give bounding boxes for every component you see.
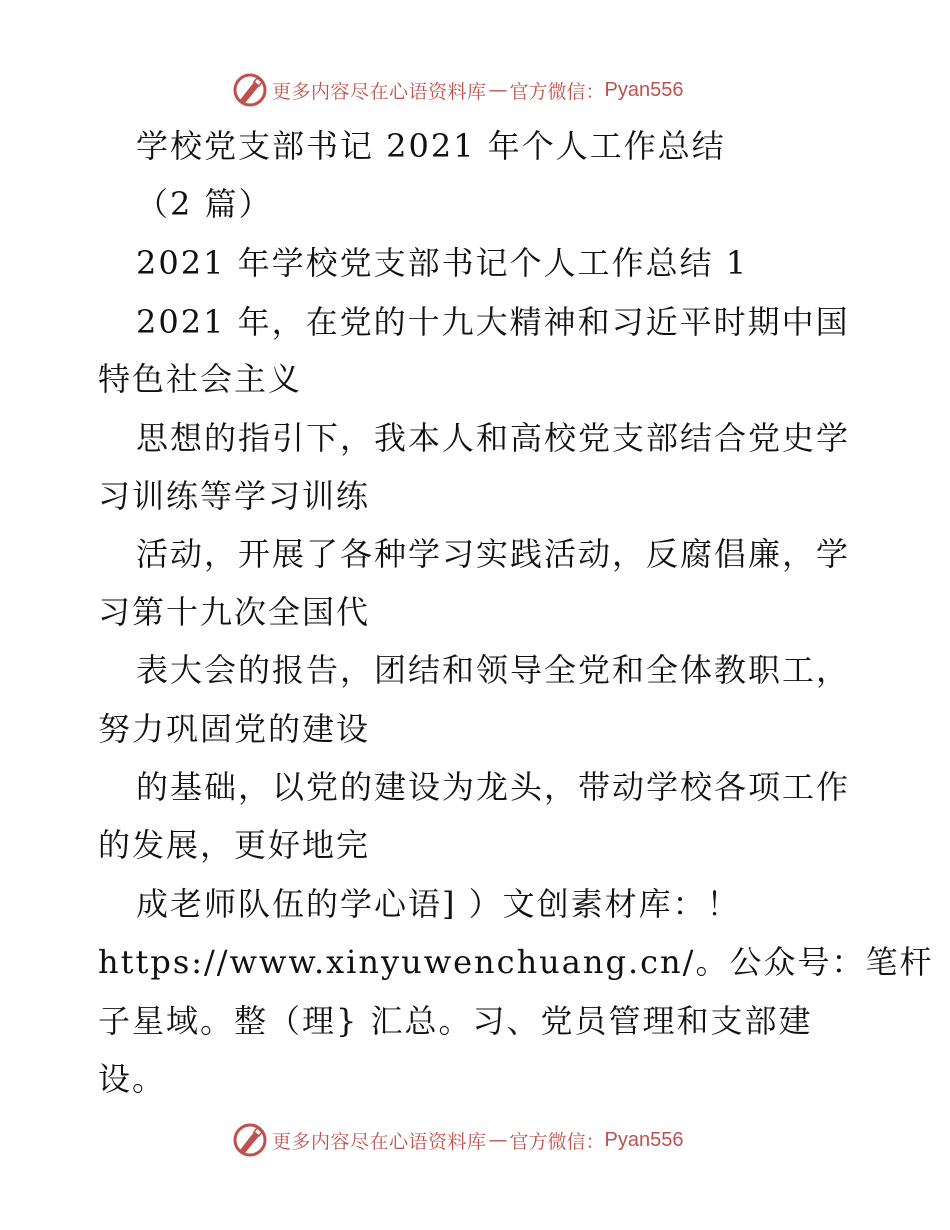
header-watermark — [232, 72, 752, 108]
paragraph-line: 表大会的报告，团结和领导全党和全体教职工， — [136, 651, 851, 689]
paragraph-line-url: https://www.xinyuwenchuang.cn/。公众号：笔杆 — [98, 943, 934, 981]
document-title-line-2: （2 篇） — [136, 185, 273, 223]
paragraph-line: 的基础，以党的建设为龙头，带动学校各项工作 — [136, 768, 851, 806]
paragraph-line: 的发展，更好地完 — [98, 826, 371, 864]
paragraph-line: 子星域。整（理} 汇总。习、党员管理和支部建 — [98, 1002, 813, 1040]
watermark-text: 更多内容尽在心语资料库 — [272, 80, 487, 103]
watermark-text: 更多内容尽在心语资料库 — [272, 1130, 487, 1153]
paragraph-line: 努力巩固党的建设 — [98, 710, 371, 748]
paragraph-line: 2021 年，在党的十九大精神和习近平时期中国 — [136, 303, 850, 341]
paragraph-line: 特色社会主义 — [98, 360, 303, 398]
footer-watermark — [232, 1122, 752, 1158]
watermark-wechat-id: Pyan556 — [604, 1128, 684, 1151]
paragraph-line: 习第十九次全国代 — [98, 593, 371, 631]
document-subtitle: 2021 年学校党支部书记个人工作总结 1 — [136, 244, 749, 282]
paragraph-line: 设。 — [98, 1060, 167, 1098]
watermark-wechat-id: Pyan556 — [604, 78, 684, 101]
watermark-dash: — — [488, 79, 508, 101]
paragraph-line: 活动，开展了各种学习实践活动，反腐倡廉，学 — [136, 535, 851, 573]
pen-logo-icon — [232, 72, 268, 108]
paragraph-line: 习训练等学习训练 — [98, 477, 371, 515]
document-title-line-1: 学校党支部书记 2021 年个人工作总结 — [136, 127, 726, 165]
watermark-official-label: 官方微信： — [509, 80, 605, 103]
paragraph-line: 思想的指引下，我本人和高校党支部结合党史学 — [136, 419, 851, 457]
watermark-official-label: 官方微信： — [509, 1130, 605, 1153]
watermark-dash: — — [488, 1129, 508, 1151]
pen-logo-icon — [232, 1122, 268, 1158]
paragraph-line: 成老师队伍的学心语] ）文创素材库：！ — [136, 885, 741, 923]
